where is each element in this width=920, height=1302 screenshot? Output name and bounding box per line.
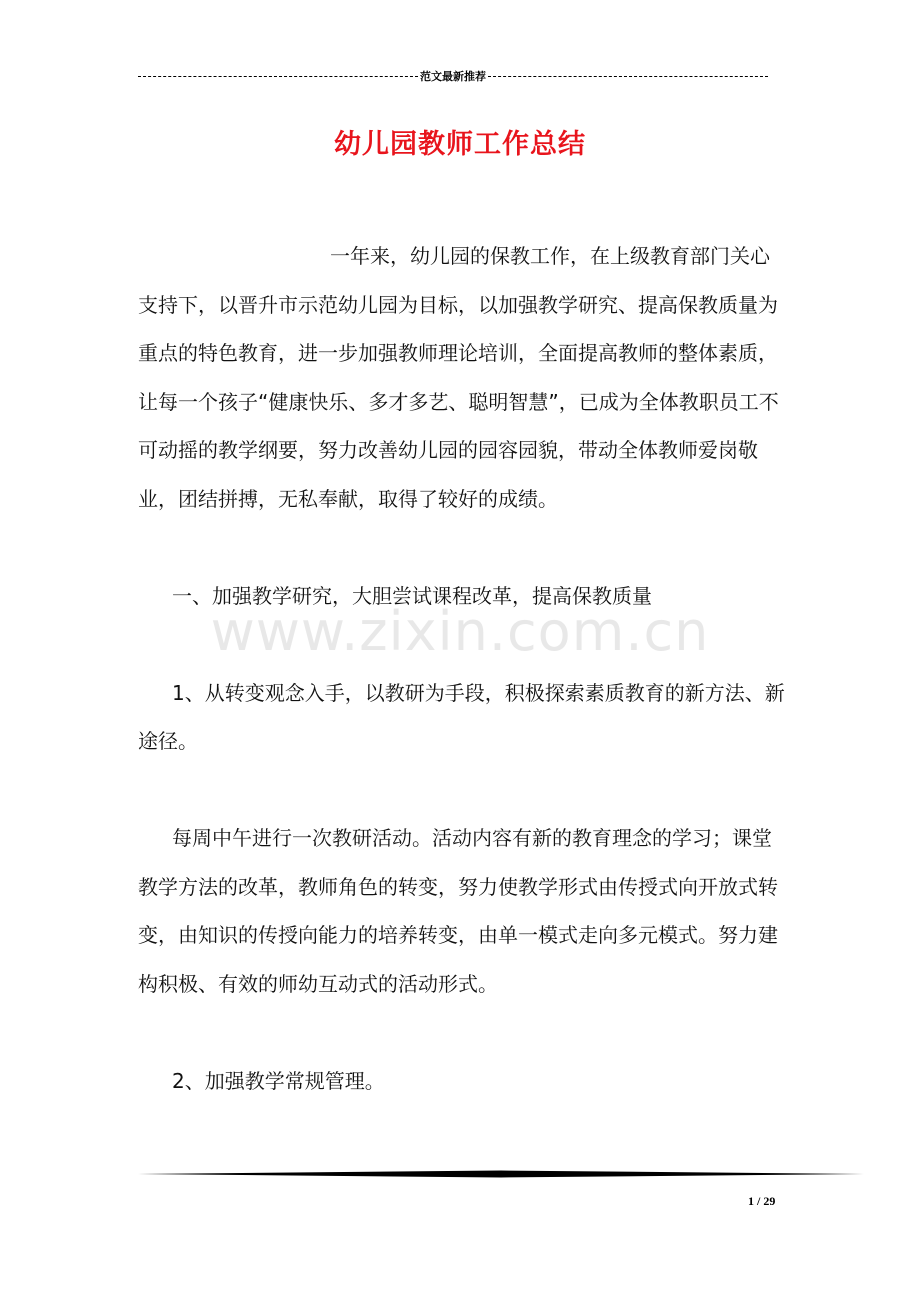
paragraph-research: 每周中午进行一次教研活动。活动内容有新的教育理念的学习；课堂教学方法的改革，教师角色的转变，努力使教学形式由传授式向开放式转变，由知识的传授向能力的培养转变，由单一模式走向多元模式。努力建构积极、有效的师幼互动式的活动形式。: [138, 826, 778, 996]
page-header: [138, 68, 768, 84]
header-dash-left: [138, 76, 418, 77]
watermark: www.zixin.com.cn: [210, 600, 710, 663]
section-heading-1: 一、加强教学研究，大胆尝试课程改革，提高保教质量: [172, 583, 652, 608]
footer-rule: [138, 1170, 864, 1178]
header-label: 范文最新推荐: [420, 70, 486, 83]
page-number: 1 / 29: [748, 1194, 776, 1208]
document-title: 幼儿园教师工作总结: [334, 129, 586, 160]
paragraph-intro: 一年来，幼儿园的保教工作，在上级教育部门关心支持下，以晋升市示范幼儿园为目标，以加强教学研究、提高保教质量为重点的特色教育，进一步加强教师理论培训，全面提高教师的整体素质，让每一个孩子“健康快乐、多才多艺、聪明智慧”，已成为全体教职员工不可动摇的教学纲要，努力改善幼儿园的园容园貌，带动全体教师爱岗敬业，团结拼搏，无私奉献，取得了较好的成绩。: [138, 244, 779, 511]
paragraph-item-2: 2、加强教学常规管理。: [172, 1068, 385, 1093]
document-body: [138, 232, 786, 1105]
paragraph-item-1: 1、从转变观念入手，以教研为手段，积极探索素质教育的新方法、新途径。: [138, 680, 785, 753]
header-dash-right: [488, 76, 768, 77]
